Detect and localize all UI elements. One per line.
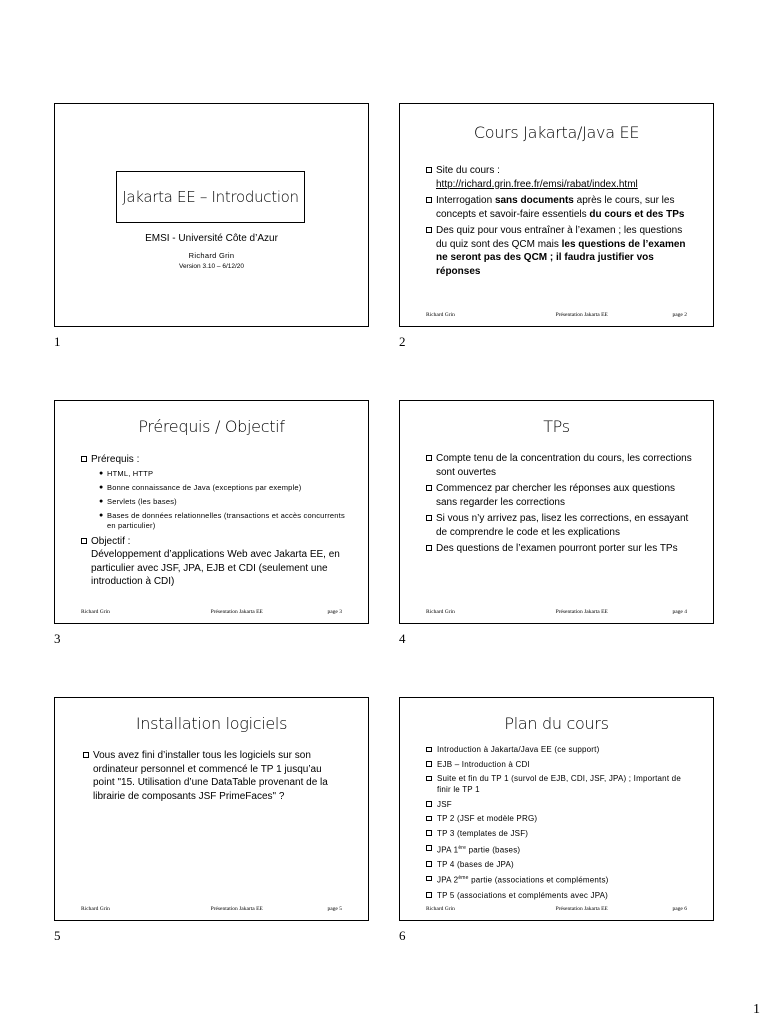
version: Version 3.10 – 6/12/20	[178, 263, 245, 270]
checkbox-bullet-icon	[81, 456, 87, 462]
bullet-dot-icon: ●	[99, 497, 104, 505]
list-item: Si vous n’y arrivez pas, lisez les corrections, en essayant de comprendre le code et les explications	[426, 512, 695, 539]
list-item: EJB – Introduction à CDI	[426, 759, 695, 770]
list-item: Objectif : Développement d’applications Web avec Jakarta EE, en particulier avec JSF, JPA, EJB et CDI (seulement une introduction à CDI)	[81, 535, 350, 589]
sub-item: ● Servlets (les bases)	[99, 496, 177, 506]
list-item: Des quiz pour vous entraîner à l’examen ; les questions du quiz sont des QCM mais les questions de l’examen ne seront pas des QCM ; il faudra justifier vos réponses	[426, 224, 695, 278]
slide-title: TPs	[543, 417, 570, 436]
title-box	[116, 171, 305, 223]
slide-title: Jakarta EE – Introduction	[122, 188, 299, 206]
list-item: Introduction à Jakarta/Java EE (ce support)	[426, 744, 695, 755]
checkbox-bullet-icon	[81, 538, 87, 544]
list-item: Interrogation sans documents après le cours, sur les concepts et savoir-faire essentiels du cours et des TPs	[426, 194, 695, 221]
bullet-dot-icon: ●	[99, 483, 104, 491]
checkbox-bullet-icon	[83, 752, 89, 758]
list-item: TP 4 (bases de JPA)	[426, 859, 695, 870]
slide-number-2: 2	[399, 334, 406, 349]
bullet-dot-icon: ●	[99, 511, 104, 519]
slide-footer: Richard Grin Présentation Jakarta EE page 4	[426, 609, 687, 615]
checkbox-bullet-icon	[426, 197, 432, 203]
slide-number-4: 4	[399, 631, 406, 646]
slide-4	[399, 400, 714, 624]
slide-footer: Richard Grin Présentation Jakarta EE page 5	[81, 906, 342, 912]
checkbox-bullet-icon	[426, 761, 432, 767]
bullet-list	[426, 452, 695, 559]
author: Richard Grin	[188, 251, 235, 260]
slide-5	[54, 697, 369, 921]
slide-3	[54, 400, 369, 624]
slide-6	[399, 697, 714, 921]
list-item: JPA 1ère partie (bases)	[426, 843, 695, 856]
checkbox-bullet-icon	[426, 227, 432, 233]
checkbox-bullet-icon	[426, 515, 432, 521]
sub-item: ● Bonne connaissance de Java (exceptions par exemple)	[99, 482, 302, 492]
checkbox-bullet-icon	[426, 892, 432, 898]
checkbox-bullet-icon	[426, 816, 432, 822]
checkbox-bullet-icon	[426, 861, 432, 867]
slide-footer: Richard Grin Présentation Jakarta EE page 2	[426, 312, 687, 318]
checkbox-bullet-icon	[426, 776, 432, 782]
checkbox-bullet-icon	[426, 876, 432, 882]
bullet-list	[81, 453, 350, 592]
slide-footer: Richard Grin Présentation Jakarta EE page 3	[81, 609, 342, 615]
slide-title: Installation logiciels	[135, 714, 288, 733]
slide-title: Plan du cours	[504, 714, 609, 733]
list-item: Site du cours : http://richard.grin.free.fr/emsi/rabat/index.html	[426, 164, 695, 191]
slide-title: Cours Jakarta/Java EE	[473, 123, 640, 142]
course-plan-list	[426, 744, 695, 904]
checkbox-bullet-icon	[426, 801, 432, 807]
checkbox-bullet-icon	[426, 167, 432, 173]
list-item: Prérequis : ● HTML, HTTP ● Bonne connaissance de Java (exceptions par exemple) ● Servlets (les bases) ● Bases de données relationnelles (transactions et accès concurrents en particulier)	[81, 453, 350, 531]
page-number: 1	[753, 1002, 760, 1017]
slide-1	[54, 103, 369, 327]
list-item: JPA 2ème partie (associations et compléments)	[426, 873, 695, 886]
slide-number-5: 5	[54, 928, 61, 943]
course-link[interactable]: http://richard.grin.free.fr/emsi/rabat/index.html	[436, 178, 638, 190]
checkbox-bullet-icon	[426, 830, 432, 836]
list-item: TP 5 (associations et compléments avec JPA)	[426, 890, 695, 901]
checkbox-bullet-icon	[426, 845, 432, 851]
list-item: Des questions de l’examen pourront porter sur les TPs	[426, 542, 695, 556]
slide-title: Prérequis / Objectif	[138, 417, 285, 436]
list-item: TP 3 (templates de JSF)	[426, 828, 695, 839]
slide-number-6: 6	[399, 928, 406, 943]
list-item: Compte tenu de la concentration du cours, les corrections sont ouvertes	[426, 452, 695, 479]
checkbox-bullet-icon	[426, 545, 432, 551]
list-item: Suite et fin du TP 1 (survol de EJB, CDI, JSF, JPA) ; Important de finir le TP 1	[426, 773, 695, 795]
list-item: Commencez par chercher les réponses aux questions sans regarder les corrections	[426, 482, 695, 509]
list-item: JSF	[426, 799, 695, 810]
sub-item: ● HTML, HTTP	[99, 468, 154, 478]
slide-number-3: 3	[54, 631, 61, 646]
list-item: Vous avez fini d’installer tous les logiciels sur son ordinateur personnel et commencé le TP 1 jusqu’au point "15. Utilisation d’une DataTable provenant de la librairie de composants JSF PrimeFaces" ?	[83, 749, 342, 803]
bullet-list	[83, 749, 342, 806]
slide-footer: Richard Grin Présentation Jakarta EE page 6	[426, 906, 687, 912]
slide-number-1: 1	[54, 334, 61, 349]
list-item: TP 2 (JSF et modèle PRG)	[426, 813, 695, 824]
checkbox-bullet-icon	[426, 485, 432, 491]
checkbox-bullet-icon	[426, 747, 432, 753]
bullet-list	[426, 164, 695, 281]
sub-item: ● Bases de données relationnelles (transactions et accès concurrents en particulier)	[99, 510, 345, 530]
checkbox-bullet-icon	[426, 455, 432, 461]
institution: EMSI - Université Côte d’Azur	[145, 233, 278, 244]
bullet-dot-icon: ●	[99, 469, 104, 477]
slide-2	[399, 103, 714, 327]
sub-list	[97, 469, 350, 531]
